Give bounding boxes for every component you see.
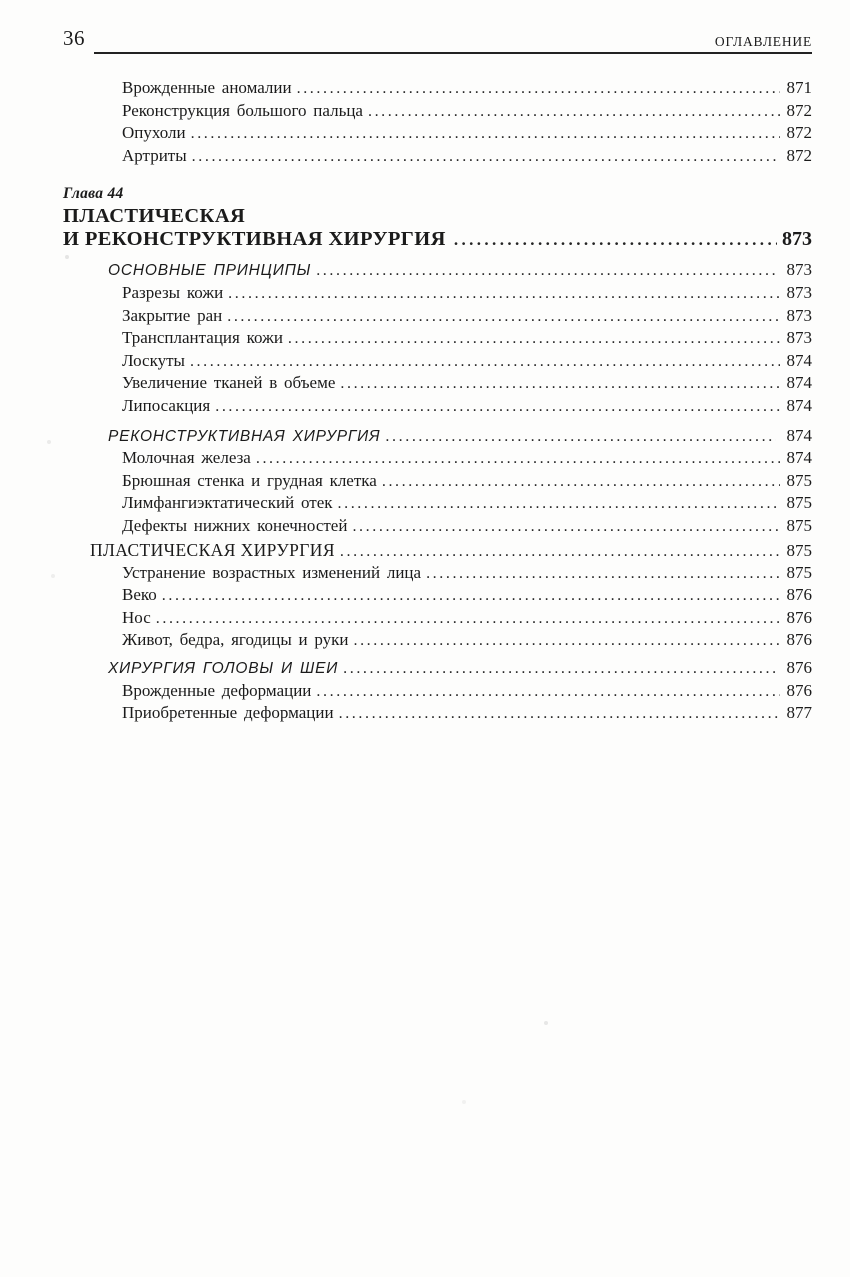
toc-entry-label: Устранение возрастных изменений лица xyxy=(122,562,422,582)
toc-leading-entries xyxy=(63,77,812,167)
toc-row xyxy=(63,492,812,515)
dot-leader xyxy=(228,283,780,306)
toc-entry-page: 873 xyxy=(786,305,812,325)
toc-entry-label: Веко xyxy=(122,585,157,605)
toc-row xyxy=(63,539,812,562)
toc-entry-page: 876 xyxy=(786,585,812,605)
toc-entry-page: 876 xyxy=(786,680,812,700)
chapter-title-row xyxy=(63,228,812,251)
toc-row xyxy=(63,629,812,652)
toc-entry-label: Реконструкция большого пальца xyxy=(122,100,363,120)
dot-leader xyxy=(352,516,780,539)
toc-entry-page: 876 xyxy=(786,630,812,650)
toc-entry-page: 871 xyxy=(786,78,812,97)
toc-row xyxy=(63,470,812,493)
chapter-heading xyxy=(63,184,812,251)
toc-entry-page: 875 xyxy=(786,541,812,560)
toc-entry-page: 874 xyxy=(786,425,812,445)
toc-entry-page: 872 xyxy=(786,123,812,143)
dot-leader xyxy=(340,541,780,564)
toc-entry-label: Врожденные аномалии xyxy=(122,78,292,97)
toc-row xyxy=(63,425,812,448)
toc-row xyxy=(63,702,812,725)
toc-entry-label: Опухоли xyxy=(122,123,186,143)
toc-row xyxy=(63,350,812,373)
toc-row xyxy=(63,327,812,350)
toc-entry-label: Трансплантация кожи xyxy=(122,328,283,348)
toc-entry-label: ОСНОВНЫЕ ПРИНЦИПЫ xyxy=(108,262,312,280)
dot-leader xyxy=(339,703,780,726)
scan-specks xyxy=(0,0,2,2)
toc-entry-page: 877 xyxy=(786,703,812,723)
toc-entry-page: 872 xyxy=(786,145,812,165)
toc-entry-label: Артриты xyxy=(122,145,187,165)
toc-row xyxy=(63,282,812,305)
toc-row xyxy=(63,259,812,282)
dot-leader xyxy=(316,260,776,283)
toc-row xyxy=(63,372,812,395)
toc-entry-page: 872 xyxy=(786,100,812,120)
toc-row xyxy=(63,77,812,100)
dot-leader xyxy=(156,608,780,631)
dot-leader xyxy=(227,306,780,329)
dot-leader xyxy=(288,328,780,351)
dot-leader xyxy=(256,448,780,471)
dot-leader xyxy=(454,228,777,252)
toc-row xyxy=(63,145,812,168)
toc-entry-page: 874 xyxy=(786,448,812,468)
toc-entry-page: 875 xyxy=(786,493,812,513)
toc-row xyxy=(63,657,812,680)
toc-row xyxy=(63,395,812,418)
dot-leader xyxy=(192,146,780,169)
toc-entry-label: Дефекты нижних конечностей xyxy=(122,515,348,535)
chapter-page-number: 873 xyxy=(782,228,812,251)
toc-row xyxy=(63,515,812,538)
toc-entry-label: Молочная железа xyxy=(122,448,251,468)
running-head: ОГЛАВЛЕНИЕ xyxy=(714,33,812,49)
dot-leader xyxy=(215,396,780,419)
toc-entry-label: Лимфангиэктатический отек xyxy=(122,493,333,513)
chapter-title-line2: И РЕКОНСТРУКТИВНАЯ ХИРУРГИЯ xyxy=(63,228,446,251)
toc-entry-label: ПЛАСТИЧЕСКАЯ ХИРУРГИЯ xyxy=(90,540,335,560)
toc-entry-label: Брюшная стенка и грудная клетка xyxy=(122,470,377,490)
toc-entry-label: РЕКОНСТРУКТИВНАЯ ХИРУРГИЯ xyxy=(108,427,381,445)
page-header xyxy=(63,28,812,49)
toc-row xyxy=(63,305,812,328)
toc-entry-page: 875 xyxy=(786,470,812,490)
dot-leader xyxy=(338,493,781,516)
toc-entry-page: 875 xyxy=(786,515,812,535)
toc-row xyxy=(63,447,812,470)
page-number: 36 xyxy=(63,26,85,50)
toc-entry-page: 874 xyxy=(786,350,812,370)
toc-entry-page: 874 xyxy=(786,395,812,415)
toc-entry-page: 873 xyxy=(786,260,812,280)
dot-leader xyxy=(368,101,780,124)
toc-entry-label: Врожденные деформации xyxy=(122,680,312,700)
toc-row xyxy=(63,562,812,585)
dot-leader xyxy=(426,563,780,586)
toc-entry-page: 873 xyxy=(786,282,812,302)
dot-leader xyxy=(162,585,780,608)
toc-entry-label: Живот, бедра, ягодицы и руки xyxy=(122,630,349,650)
toc-entry-page: 875 xyxy=(786,562,812,582)
toc-row xyxy=(63,680,812,703)
dot-leader xyxy=(191,123,780,146)
toc-entry-page: 874 xyxy=(786,373,812,393)
chapter-title-line1: ПЛАСТИЧЕСКАЯ xyxy=(63,205,246,228)
dot-leader xyxy=(382,471,780,494)
toc-entry-label: Разрезы кожи xyxy=(122,282,224,302)
dot-leader xyxy=(385,426,776,449)
chapter-kicker: Глава 44 xyxy=(63,185,124,203)
toc-entry-page: 876 xyxy=(786,657,812,677)
header-rule xyxy=(94,52,812,54)
toc-row xyxy=(63,100,812,123)
toc-entry-label: Нос xyxy=(122,607,151,627)
toc-entry-label: Увеличение тканей в объеме xyxy=(122,373,336,393)
dot-leader xyxy=(190,351,780,374)
toc-entry-label: Липосакция xyxy=(122,395,211,415)
toc-row xyxy=(63,584,812,607)
dot-leader xyxy=(353,630,780,653)
toc-row xyxy=(63,607,812,630)
toc-entries xyxy=(63,259,812,724)
toc-entry-label: ХИРУРГИЯ ГОЛОВЫ И ШЕИ xyxy=(108,659,339,677)
dot-leader xyxy=(297,78,780,101)
toc-entry-page: 876 xyxy=(786,607,812,627)
toc-entry-label: Приобретенные деформации xyxy=(122,703,334,723)
dot-leader xyxy=(316,681,780,704)
dot-leader xyxy=(340,373,780,396)
page-content xyxy=(63,28,812,725)
toc-entry-label: Закрытие ран xyxy=(122,305,223,325)
toc-row xyxy=(63,122,812,145)
dot-leader xyxy=(343,658,776,681)
toc-entry-page: 873 xyxy=(786,328,812,348)
toc-entry-label: Лоскуты xyxy=(122,350,185,370)
